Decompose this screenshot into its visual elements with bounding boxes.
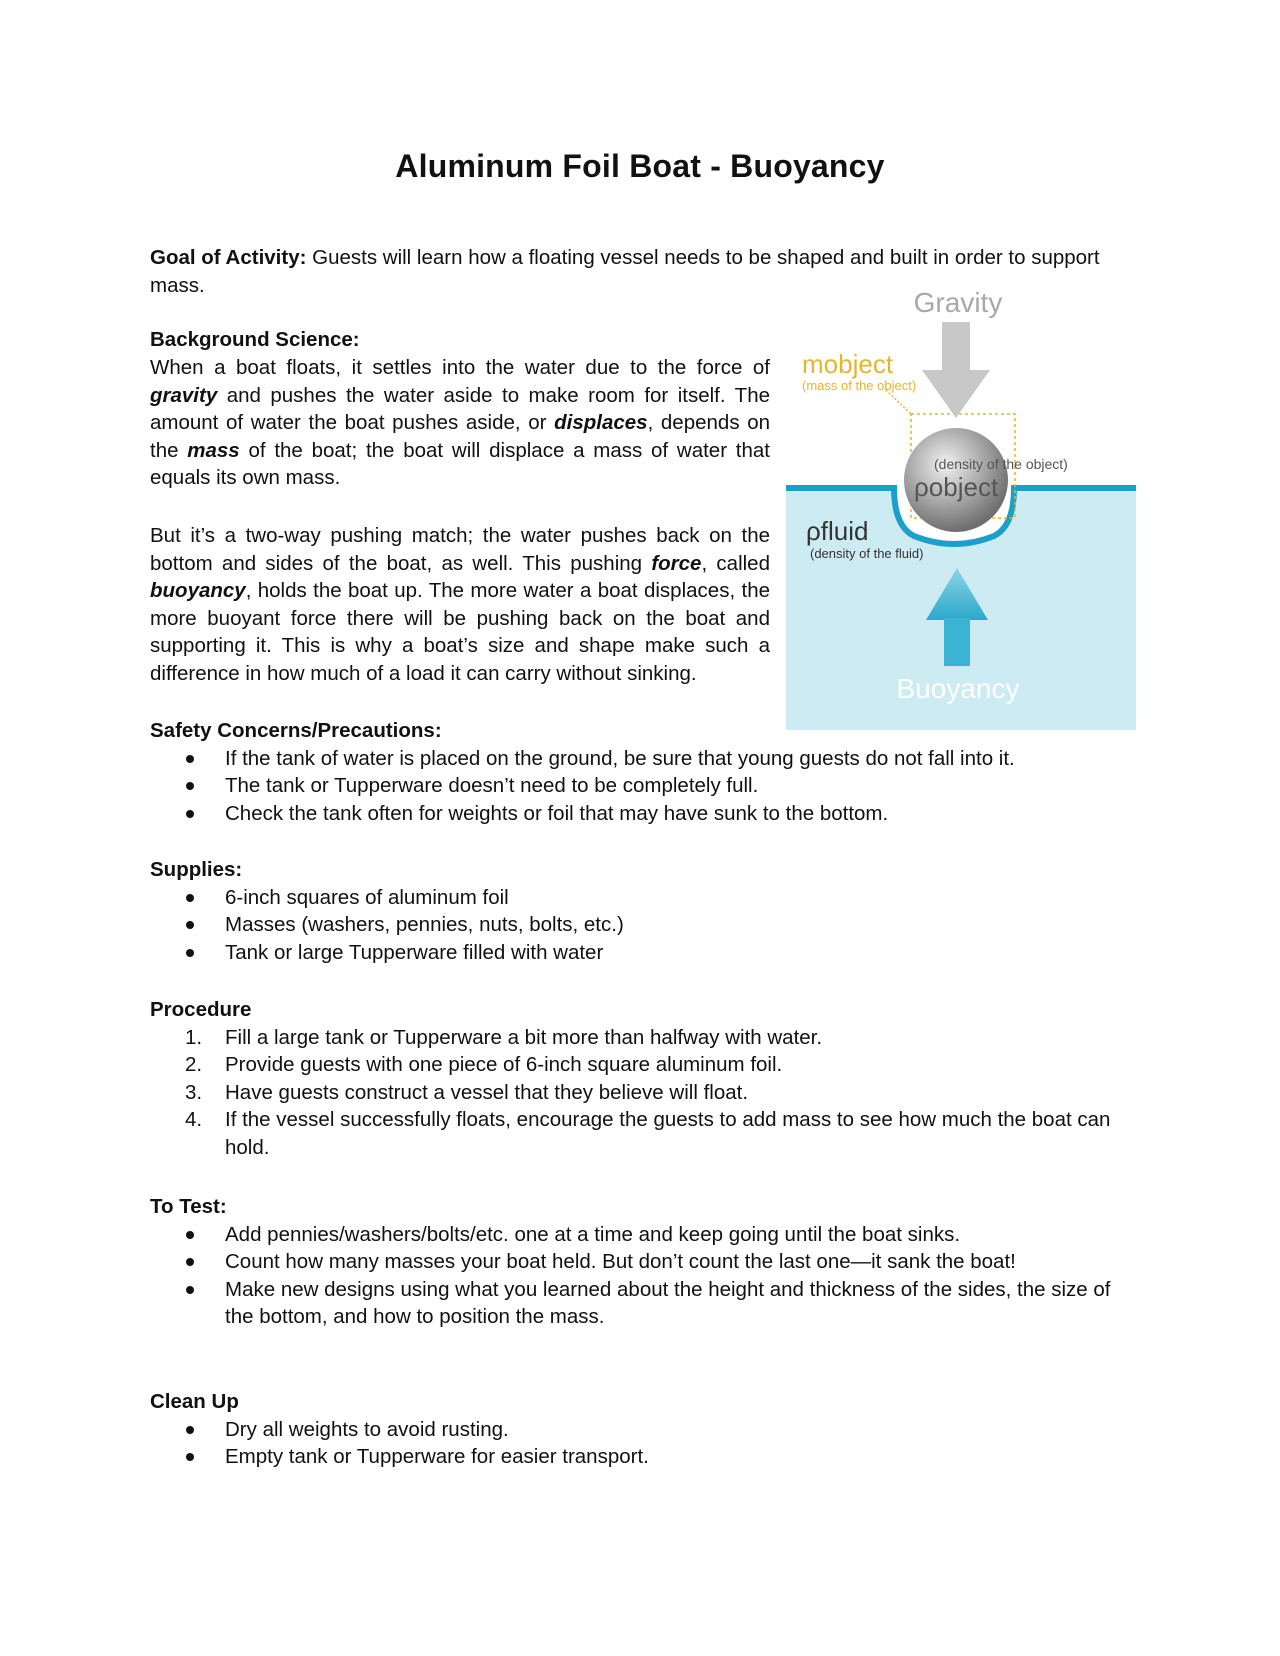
list-item [150,1443,1130,1471]
list-item-text: Check the tank often for weights or foil that may have sunk to the bottom. [225,801,889,825]
list-item [150,1416,1130,1444]
list-item [150,1248,1130,1276]
rho-object-desc: (density of the object) [934,456,1068,472]
rho-object-label: ρobject [914,472,999,502]
safety-list [150,745,1130,828]
list-item [150,800,1130,828]
cleanup-list [150,1416,1130,1471]
list-item [150,939,1130,967]
bg-p2-text-1: But it’s a two-way pushing match; the water pushes back on the bottom and sides of the boat, as well. This pushing [150,524,770,575]
list-item-text: Empty tank or Tupperware for easier transport. [225,1445,649,1468]
bg-p1-text-2: and pushes the water aside to make room for itself. The amount of water the boat pushes aside, or [150,383,770,434]
list-item [150,1221,1130,1249]
procedure-steps [150,1024,1130,1162]
buoyancy-diagram-svg [786,290,1136,730]
procedure-step [150,1024,1130,1052]
background-paragraph-1 [150,354,770,492]
step-text: If the vessel successfully floats, encourage the guests to add mass to see how much the boat can hold. [225,1108,1111,1159]
buoyancy-diagram [786,290,1136,730]
goal-label: Goal of Activity: [150,246,307,269]
m-object-desc: (mass of the object) [802,378,917,393]
bullet-icon [186,810,194,818]
bg-p1-text-4: of the boat; the boat will displace a mass of water that equals its own mass. [150,438,770,489]
bullet-icon [186,1286,194,1294]
procedure-step [150,1051,1130,1079]
list-item-text: Tank or large Tupperware filled with water [225,940,604,964]
procedure-section [150,996,1130,1161]
rho-fluid-label: ρfluid [806,516,869,546]
bg-p2-text-2: , called [701,551,770,575]
m-object-label: mobject [802,349,894,379]
bg-p1-text-3: , depends on the [150,411,771,462]
mass-leader-line [886,390,911,414]
rho-fluid-desc: (density of the fluid) [810,546,924,561]
gravity-arrow-icon [922,322,990,418]
bullet-icon [186,921,194,929]
step-number: 1. [185,1025,203,1049]
list-item [150,745,1130,773]
supplies-list [150,884,1130,967]
term-buoyancy: buoyancy [150,579,246,602]
safety-section [150,717,1130,827]
list-item-text: Count how many masses your boat held. But don’t count the last one—it sank the boat! [225,1250,1016,1273]
list-item-text: Masses (washers, pennies, nuts, bolts, etc.) [225,913,624,936]
step-text: Provide guests with one piece of 6-inch square aluminum foil. [225,1053,783,1076]
procedure-step [150,1079,1130,1107]
term-displaces: displaces [554,411,648,434]
supplies-heading: Supplies: [150,858,243,881]
to-test-heading: To Test: [150,1195,227,1218]
background-paragraph-2 [150,522,770,687]
bullet-icon [186,782,194,790]
bullet-icon [186,1258,194,1266]
bullet-icon [186,755,194,763]
supplies-section [150,856,1130,966]
procedure-step [150,1106,1130,1161]
buoyancy-label: Buoyancy [896,673,1020,704]
cleanup-heading: Clean Up [150,1390,239,1413]
list-item-text: 6-inch squares of aluminum foil [225,885,509,909]
safety-heading: Safety Concerns/Precautions: [150,719,442,742]
goal-text: Guests will learn how a floating vessel needs to be shaped and built in order to support mass. [150,246,1100,297]
list-item-text: If the tank of water is placed on the ground, be sure that young guests do not fall into it. [225,746,1015,770]
bullet-icon [186,1453,194,1461]
term-mass: mass [187,438,240,462]
term-gravity: gravity [150,383,218,407]
list-item [150,1276,1130,1331]
list-item [150,911,1130,939]
term-force: force [651,551,702,575]
step-number: 2. [185,1053,203,1076]
step-text: Fill a large tank or Tupperware a bit more than halfway with water. [225,1025,823,1049]
list-item [150,884,1130,912]
list-item-text: Add pennies/washers/bolts/etc. one at a time and keep going until the boat sinks. [225,1222,961,1246]
step-text: Have guests construct a vessel that they believe will float. [225,1080,749,1104]
bg-p1-text-1: When a boat floats, it settles into the water due to the force of [150,356,770,379]
to-test-list [150,1221,1130,1331]
bg-p2-text-3: , holds the boat up. The more water a boat displaces, the more buoyant force there will be pushing back on the boat and supporting it. This is why a boat’s size and shape make such a difference in how much of a load it can carry without sinking. [150,579,770,685]
list-item-text: Make new designs using what you learned about the height and thickness of the sides, the size of the bottom, and how to position the mass. [225,1277,1111,1328]
gravity-label: Gravity [913,290,1003,318]
step-number: 4. [185,1108,203,1131]
bullet-icon [186,1231,194,1239]
to-test-section [150,1193,1130,1331]
background-heading: Background Science: [150,328,360,351]
bullet-icon [186,894,194,902]
step-number: 3. [185,1080,203,1104]
bullet-icon [186,949,194,957]
bullet-icon [186,1426,194,1434]
list-item-text: The tank or Tupperware doesn’t need to be completely full. [225,774,759,797]
page-title: Aluminum Foil Boat - Buoyancy [395,148,885,184]
list-item [150,772,1130,800]
cleanup-section [150,1388,1130,1471]
list-item-text: Dry all weights to avoid rusting. [225,1417,509,1441]
procedure-heading: Procedure [150,998,252,1021]
